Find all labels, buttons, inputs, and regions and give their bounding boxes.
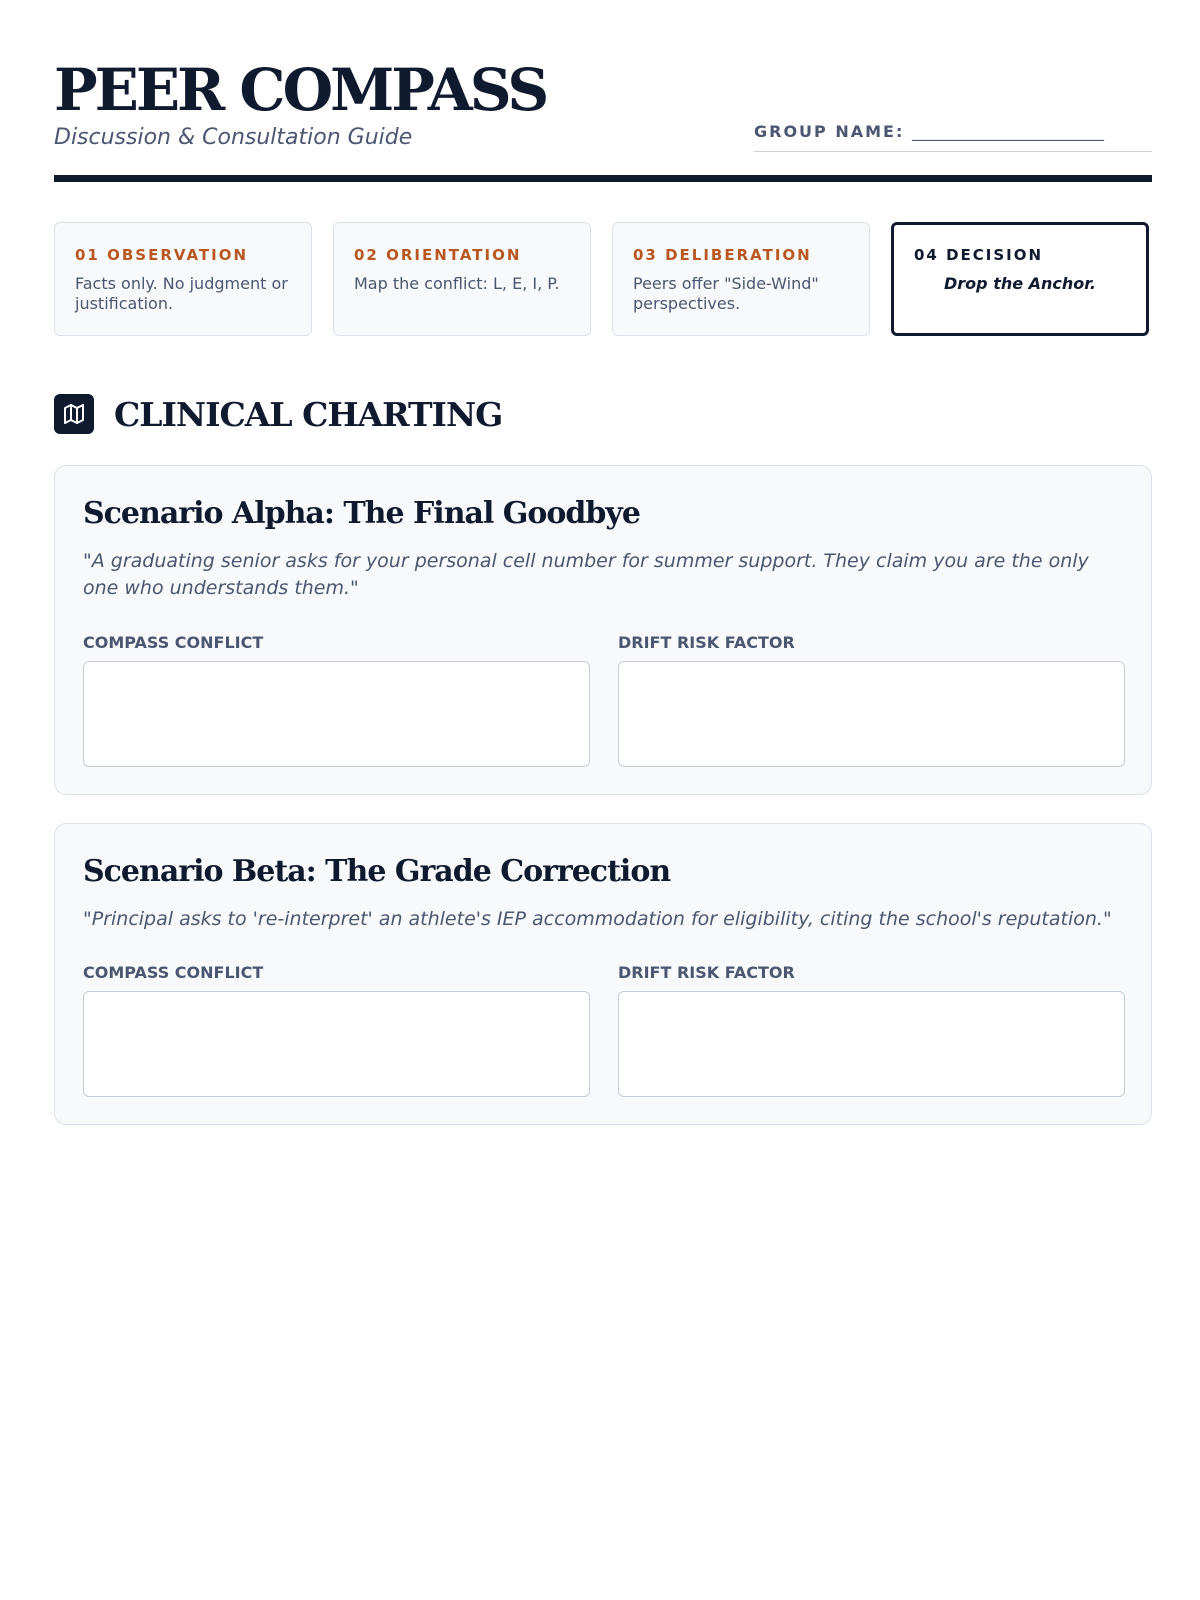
section-heading [54, 394, 502, 434]
drift-risk-factor-label: DRIFT RISK FACTOR [618, 633, 795, 652]
compass-conflict-input[interactable] [83, 661, 590, 767]
section-title: CLINICAL CHARTING [114, 394, 503, 434]
step-label: 04 DECISION [914, 246, 1044, 264]
step-description: Map the conflict: L, E, I, P. [354, 274, 560, 293]
compass-conflict-input[interactable] [83, 991, 590, 1097]
step-card-orientation [333, 222, 591, 336]
process-steps [54, 222, 1152, 336]
drift-risk-factor-input[interactable] [618, 991, 1125, 1097]
page-header [54, 0, 1152, 182]
scenario-quote: "Principal asks to 're-interpret' an athlete's IEP accommodation for eligibility, citing the school's reputation." [83, 908, 1112, 930]
group-name-label: GROUP NAME: [754, 122, 905, 141]
compass-conflict-label: COMPASS CONFLICT [83, 633, 264, 652]
drift-risk-factor-label: DRIFT RISK FACTOR [618, 963, 795, 982]
page-subtitle: Discussion & Consultation Guide [54, 125, 413, 150]
page-title: PEER COMPASS [54, 56, 547, 124]
scenario-title: Scenario Alpha: The Final Goodbye [83, 496, 640, 531]
scenario-quote: "A graduating senior asks for your personal cell number for summer support. They claim you are the only one who understands them." [83, 550, 1089, 599]
step-card-deliberation [612, 222, 870, 336]
scenario-title: Scenario Beta: The Grade Correction [83, 854, 671, 889]
worksheet-page [54, 0, 1152, 982]
compass-conflict-label: COMPASS CONFLICT [83, 963, 264, 982]
step-description: Drop the Anchor. [944, 274, 1096, 293]
step-description: Facts only. No judgment or justification. [75, 274, 288, 313]
step-label: 03 DELIBERATION [633, 246, 812, 264]
step-card-decision [891, 222, 1149, 336]
map-icon [54, 394, 94, 434]
group-name-blank-line: ________________________ [911, 122, 1104, 141]
step-label: 01 OBSERVATION [75, 246, 249, 264]
step-description: Peers offer "Side-Wind" perspectives. [633, 274, 819, 313]
step-card-observation [54, 222, 312, 336]
scenario-card-beta [54, 823, 1152, 1125]
group-name-field[interactable] [754, 122, 1152, 152]
header-divider [54, 175, 1152, 182]
step-label: 02 ORIENTATION [354, 246, 522, 264]
drift-risk-factor-input[interactable] [618, 661, 1125, 767]
scenario-card-alpha [54, 465, 1152, 795]
